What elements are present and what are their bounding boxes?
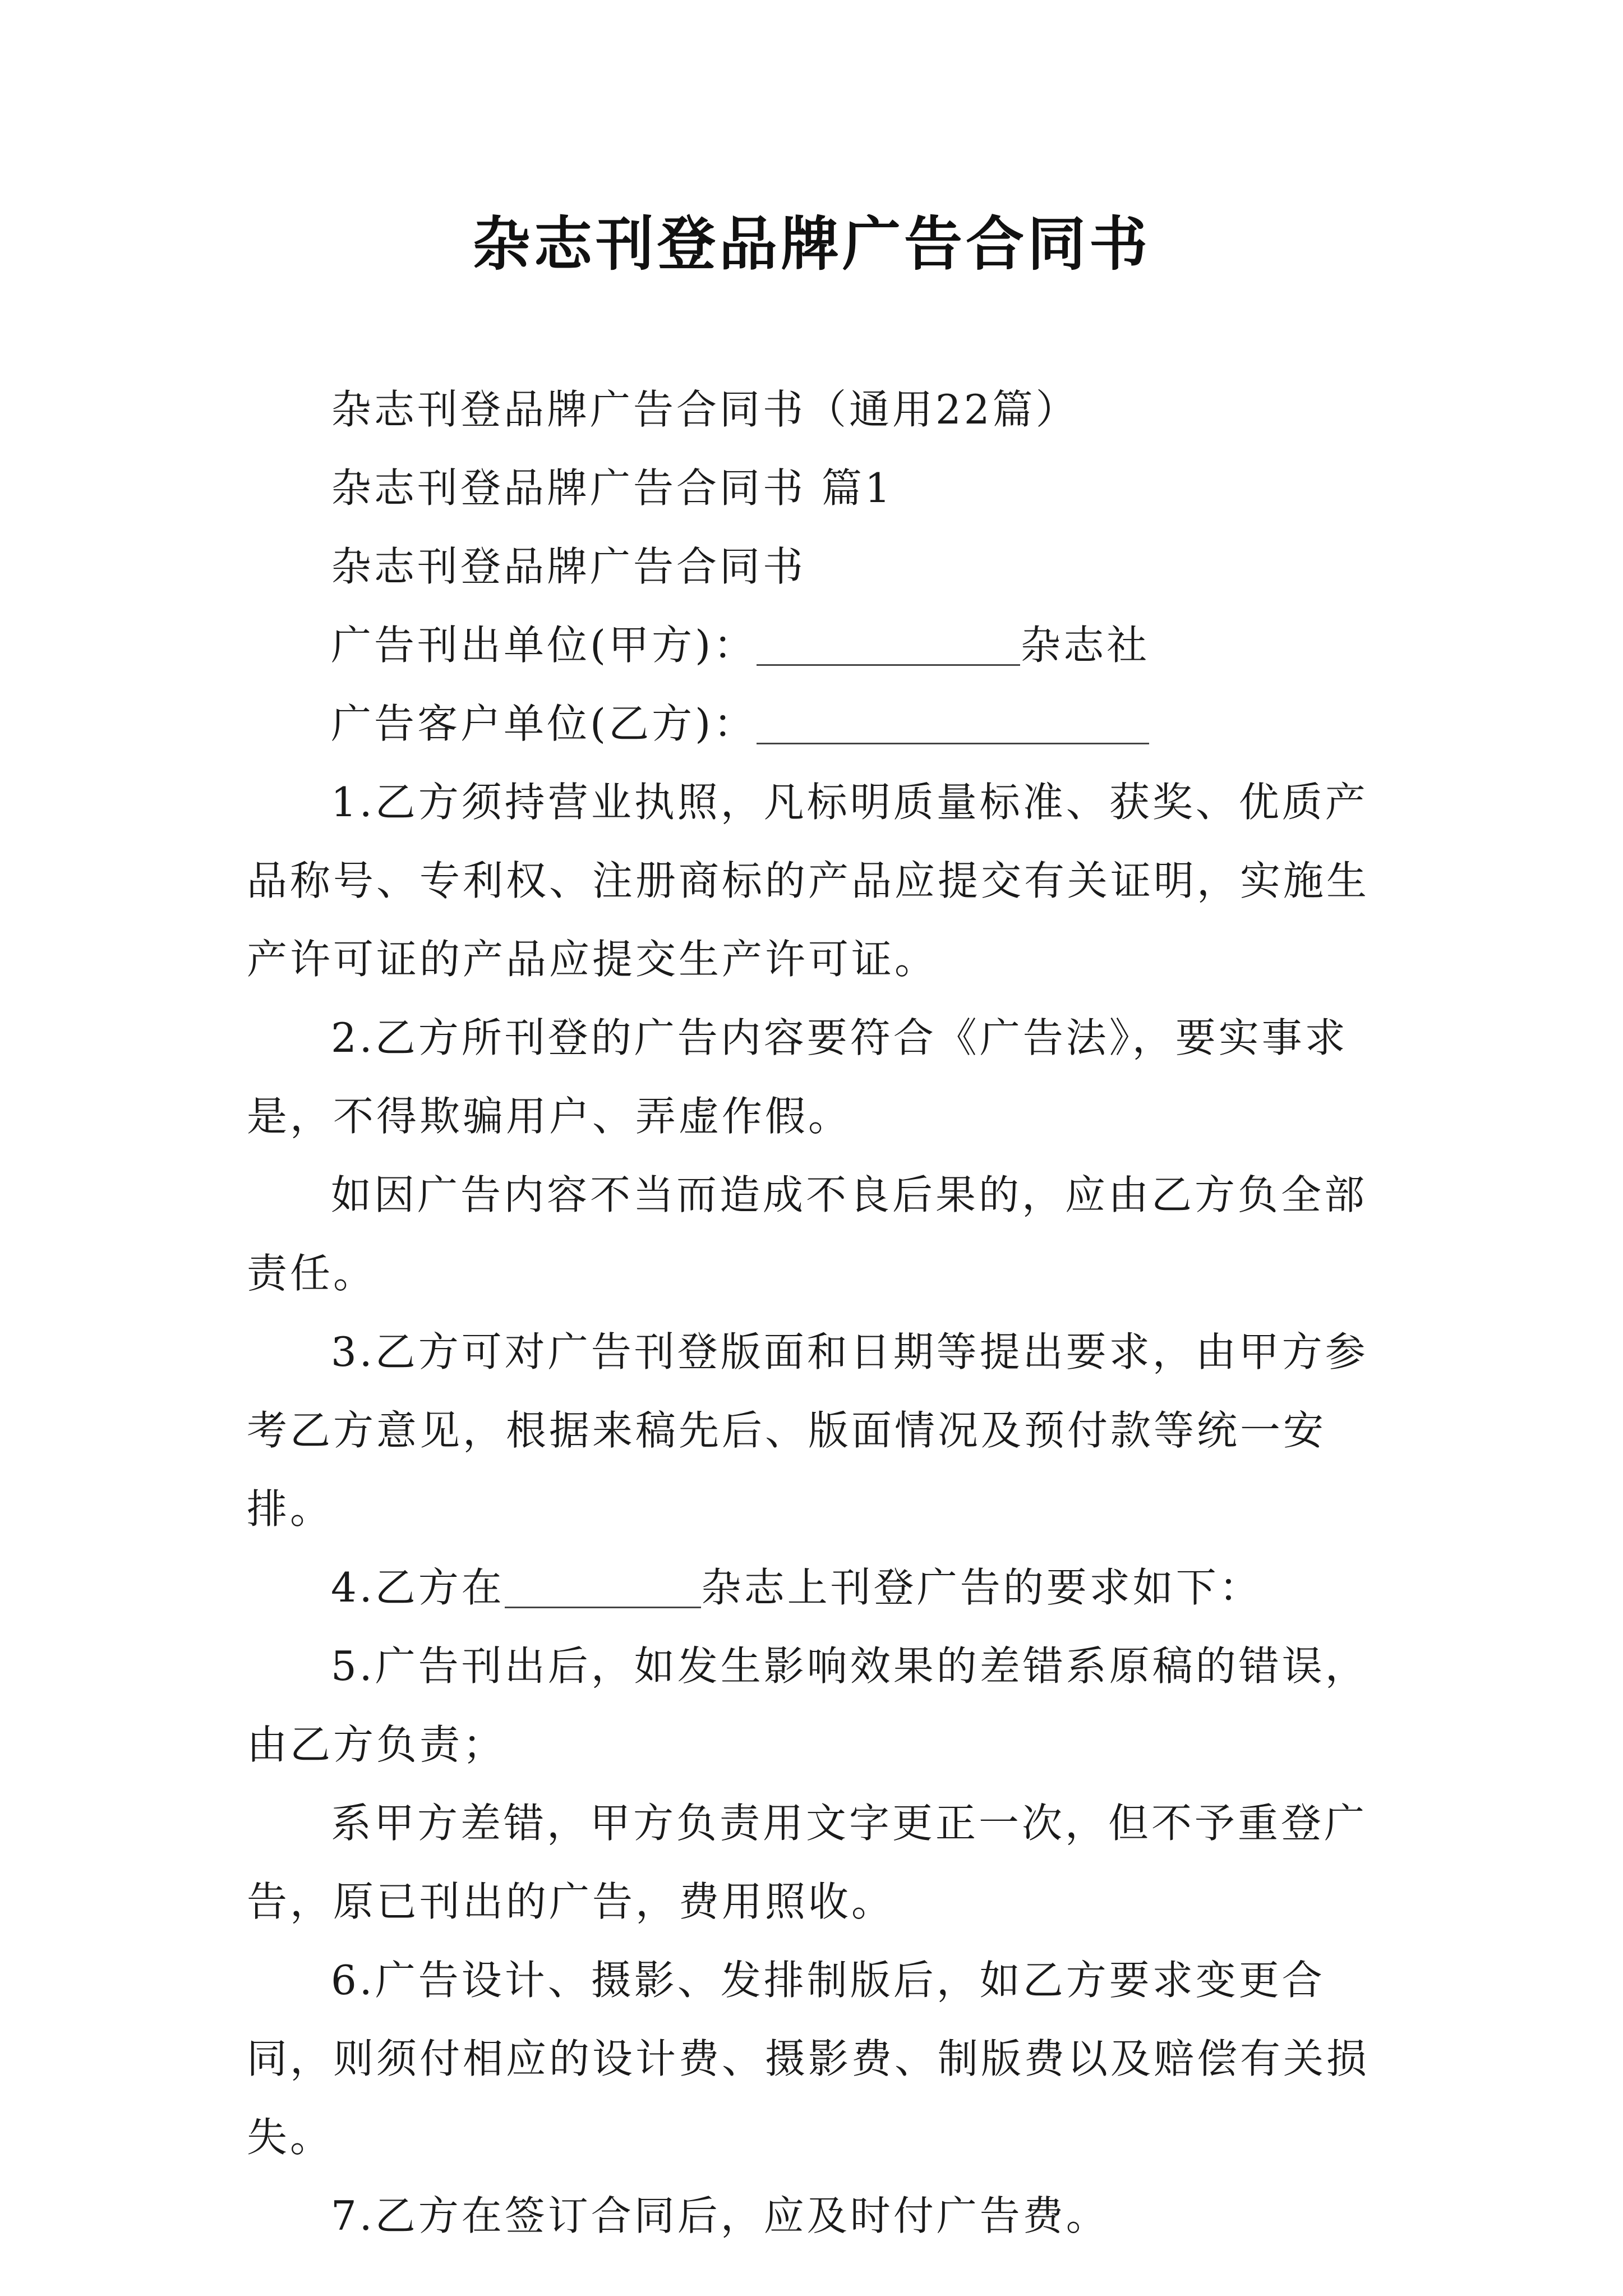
clause-paragraph: 7.乙方在签订合同后，应及时付广告费。	[331, 2192, 1109, 2239]
clause-4-prefix: 4.乙方在	[331, 1564, 505, 1611]
clause-paragraph: 1.乙方须持营业执照，凡标明质量标准、获奖、优质产品称号、专利权、注册商标的产品应提交有关证明，实施生产许可证的产品应提交生产许可证。	[247, 779, 1370, 983]
party-a-label: 广告刊出单位(甲方)：	[331, 622, 757, 669]
document-subtitle: 杂志刊登品牌广告合同书（通用22篇）	[331, 386, 1079, 433]
clause-paragraph: 5.广告刊出后，如发生影响效果的差错系原稿的错误，由乙方负责；	[247, 1642, 1368, 1768]
party-a-suffix: 杂志社	[1020, 622, 1150, 669]
clause-paragraph: 2.乙方所刊登的广告内容要符合《广告法》，要实事求是，不得欺骗用户、弄虚作假。	[247, 1014, 1348, 1140]
contract-name: 杂志刊登品牌广告合同书	[331, 543, 806, 590]
clause-4-suffix: 杂志上刊登广告的要求如下：	[700, 1564, 1262, 1611]
magazine-name-blank	[505, 1566, 701, 1608]
document-title: 杂志刊登品牌广告合同书	[472, 210, 1151, 278]
clause-paragraph: 系甲方差错，甲方负责用文字更正一次，但不予重登广告，原已刊出的广告，费用照收。	[247, 1800, 1368, 1925]
party-b-line	[247, 684, 1391, 763]
document-body	[247, 370, 1391, 2255]
party-a-line	[247, 606, 1391, 684]
clause-4-line	[247, 1548, 1391, 1627]
party-b-blank	[757, 702, 1149, 744]
party-a-blank	[757, 624, 1020, 666]
section-heading: 杂志刊登品牌广告合同书 篇1	[331, 464, 893, 512]
party-b-label: 广告客户单位(乙方)：	[331, 700, 757, 747]
clause-paragraph: 如因广告内容不当而造成不良后果的，应由乙方负全部责任。	[247, 1171, 1368, 1297]
clause-paragraph: 6.广告设计、摄影、发排制版后，如乙方要求变更合同，则须付相应的设计费、摄影费、制版费以及赔偿有关损失。	[247, 1957, 1370, 2161]
clause-paragraph: 3.乙方可对广告刊登版面和日期等提出要求，由甲方参考乙方意见，根据来稿先后、版面情况及预付款等统一安排。	[247, 1328, 1368, 1533]
